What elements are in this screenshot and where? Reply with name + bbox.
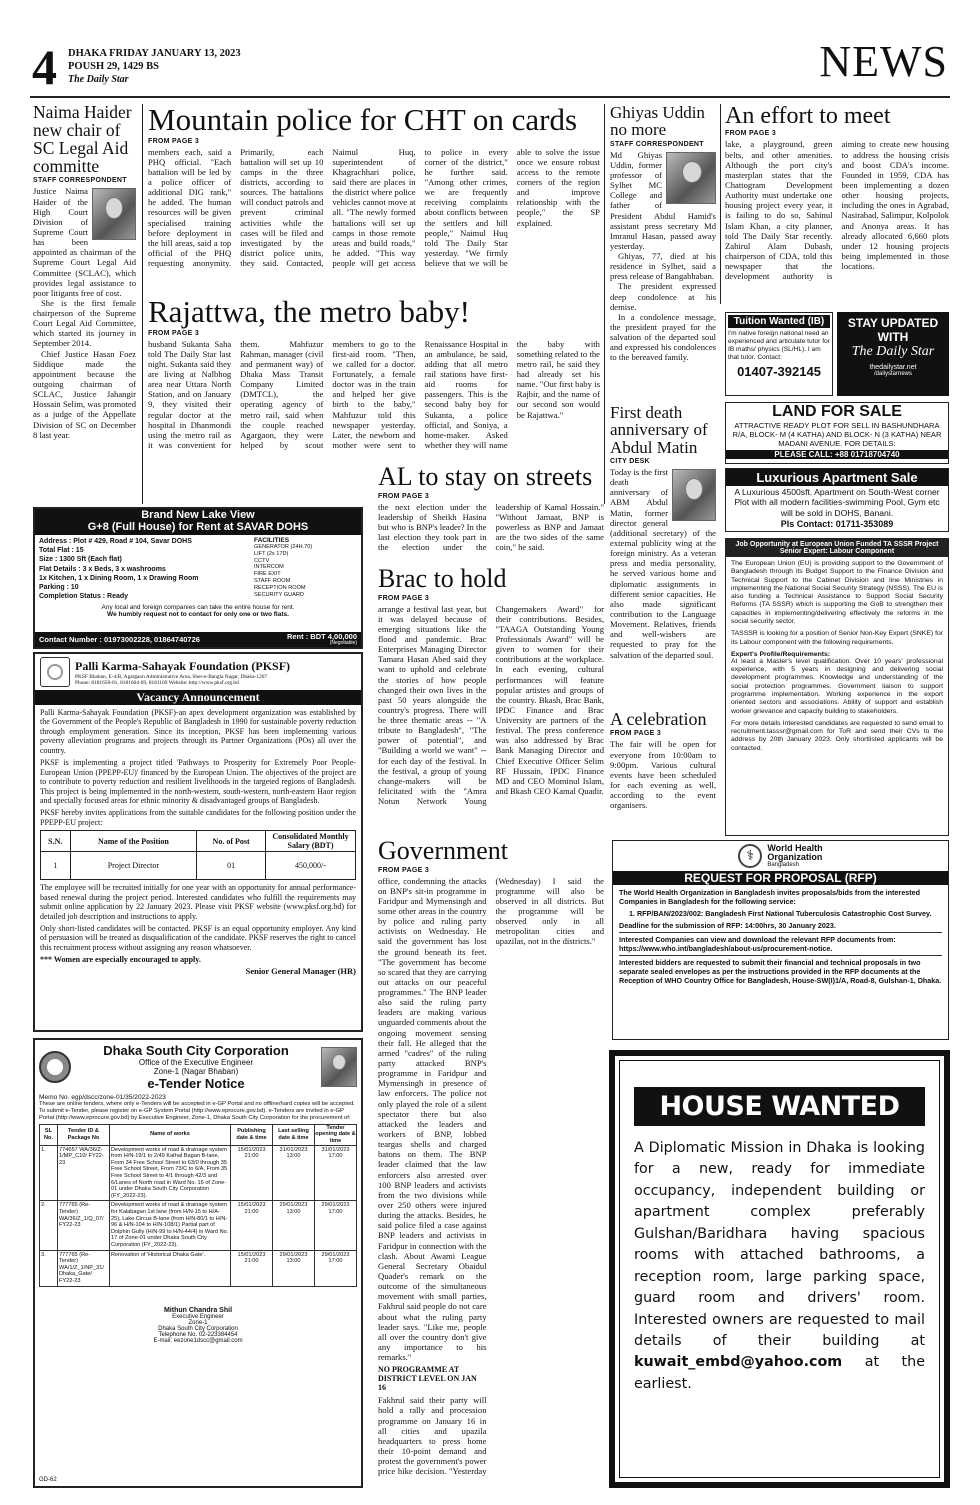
- dohs-ad: [33, 507, 363, 649]
- dscc-td: 29/01/2023 17:00: [315, 1201, 357, 1250]
- pksf-td: Project Director: [70, 852, 197, 880]
- naima-article: [33, 104, 136, 514]
- celebration-byline: FROM PAGE 3: [610, 730, 662, 738]
- house-tail: at the earliest.: [634, 1354, 925, 1392]
- land-ad: [725, 402, 949, 464]
- ta-req: At least a Master's level qualification. Over 10 years' professional experience, with 5 years in designing and delivering social development programmes. Knowledge and understanding of the social protection programmes. Government liaison to support programme implementation. Working experience in the export oriented sectors and associations. Ability of support and establish worker grievance and capacity building to stakeholders.: [731, 657, 943, 715]
- dohs-title2: G+8 (Full House) for Rent at SAVAR DOHS: [35, 521, 361, 535]
- dscc-sig-tel: Telephone No. 02-223384454: [158, 1331, 238, 1338]
- pksf-td: 450,000/-: [266, 852, 356, 880]
- dscc-td: 3.: [40, 1250, 58, 1286]
- al-article: [378, 464, 604, 564]
- dohs-note1: Any local and foreign companies can take the entire house for rent.: [101, 603, 295, 611]
- ta-title: Job Opportunity at European Union Funded TA SSSR Project: [726, 539, 948, 548]
- stay-line1: STAY UPDATED: [847, 316, 939, 330]
- gov-byline: FROM PAGE 3: [378, 866, 430, 874]
- stay-paper: The Daily Star: [851, 344, 935, 359]
- dohs-fac: INTERCOM: [254, 564, 284, 571]
- pksf-td: 01: [197, 852, 266, 880]
- lux-title: Luxurious Apartment Sale: [726, 469, 948, 486]
- al-text: the next election under the leadership of Sheikh Hasina but who is BNP's leader? In the last election they took part in the election under the leadership of Kamal Hossain." "Without Jamaat, BNP is powerless as BNP and Jamaat are the two sides of the same coin," he said.: [378, 501, 604, 553]
- dscc-td: 15/01/2023 21:00: [231, 1201, 273, 1250]
- pksf-p3: PKSF hereby invites applications from the suitable candidates for the following position under the PPEPP-EU project:: [40, 808, 356, 827]
- dscc-logo-icon: [39, 1051, 71, 1083]
- pksf-ad: [33, 652, 363, 1032]
- ghiyas-headline: Ghiyas Uddin no more: [610, 104, 705, 140]
- dscc-th: Name of works: [110, 1124, 231, 1145]
- effort-article: [725, 104, 949, 304]
- dohs-fac: FIRE EXIT: [254, 571, 281, 578]
- dohs-fac-title: FACILITIES: [254, 537, 290, 544]
- lux-ad: [725, 468, 949, 532]
- dohs-details: [39, 537, 254, 602]
- land-title: LAND FOR SALE: [772, 403, 902, 420]
- house-email[interactable]: kuwait_embd@yahoo.com: [634, 1354, 843, 1371]
- dscc-intro: These are online tenders, where only e-Tenders will be accepted in e-GP Portal and no offline/hard copies will be accepted. To submit e-Tender, please register on e-GP System Portal (http://www.eprocure.gov.bd). e-Tenders are invited in e-GP Portal (http://www.eprocure.gov.bd) by Executive Engineer, Zone-1, Dhaka South City Corporation for the procurement of:: [39, 1101, 355, 1121]
- gov-subhead: NO PROGRAMME AT DISTRICT LEVEL ON JAN 16: [378, 1365, 477, 1393]
- dohs-fac: SECURITY GUARD: [254, 591, 304, 598]
- land-call: PLEASE CALL: +88 01718704740: [726, 450, 948, 459]
- masthead: [30, 42, 950, 94]
- dateline: DHAKA FRIDAY JANUARY 13, 2023: [68, 48, 241, 59]
- who-p1: The World Health Organization in Bangladesh invites proposals/bids from the interested Companies in Bangladesh for the following service:: [619, 888, 920, 906]
- land-text: ATTRACTIVE READY PLOT FOR SELL IN BASHUNDHARA R/A, BLOCK- M (4 KATHA) AND BLOCK- N (3 KATHA) NEAR MADANI AVENUE. FOR DETAILS:: [732, 420, 942, 448]
- dscc-td: 29/01/2023 17:00: [315, 1250, 357, 1286]
- dscc-sig-zone: Zone-1: [188, 1319, 208, 1326]
- ghiyas-p4: In a condolence message, the president prayed for the salvation of the departed soul and expressed his condolences to the bereaved family.: [610, 311, 716, 363]
- pksf-p1: Palli Karma-Sahayak Foundation (PKSF)-an apex development organization was established by the Government of the People's Republic of Bangladesh in 1990 for sustainable poverty reduction through employment generation. Since its inception, PKSF has been implementing various poverty alleviation programs and projects through its Partner Organizations (POs) all over the country.: [40, 708, 356, 755]
- ta-p1: The European Union (EU) is providing support to the Government of Bangladesh through its Budget Support to the Finance Division and Technical Support to the Cabinet Division and line Ministries in implementing the National Social Security Strategy (NSSS). The EU is also funding a Technical Assistance to Support Social Security Reforms (TA SSSR) which is supporting the GoB to strengthen their capacities in implementing/delivering effectively the reforms in the social security sector.: [731, 560, 943, 625]
- dscc-footer: GD-62: [39, 1477, 57, 1483]
- pksf-table: [40, 830, 356, 880]
- dohs-row: Address : Plot # 429, Road # 104, Savar DOHS: [39, 538, 192, 545]
- celebration-article: [610, 710, 716, 836]
- dohs-facilities: [254, 537, 357, 602]
- dscc-td: 29/01/2023 13:00: [273, 1250, 315, 1286]
- dscc-td: 774657 WA/36/Z-1/MP_C10/ FY22-23: [58, 1145, 110, 1201]
- ta-req-title: Expert's Profile/Requirements:: [731, 650, 831, 658]
- pksf-p5: Only short-listed candidates will be contacted. PKSF is an equal opportunity employer. Any kind of persuasion will be treated as disqualification of the candidate. PKSF reserves the right to cancel this recruitment process without assigning any reason whatsoever.: [40, 924, 356, 952]
- ghiyas-photo: [666, 152, 716, 204]
- dscc-sig-org: Dhaka South City Corporation: [158, 1325, 238, 1332]
- dscc-office: Office of the Executive Engineer: [138, 1058, 254, 1067]
- dscc-th: Tender opening date & time: [315, 1124, 356, 1145]
- dohs-fac: LIFT (2x 17D): [254, 550, 289, 557]
- brac-article: [378, 566, 604, 836]
- house-text: A Diplomatic Mission in Dhaka is looking for a new, ready for immediate occupancy, independent building or apartment complex preferably Gulshan/Baridhara having spacious rooms with attached bathrooms, a reception room, large parking space, guard room and drivers' room. Interested owners are requested to mail details of their building at: [634, 1140, 925, 1349]
- dscc-td: Development works of road & drainage system from H/N-19/1 to 2/49 Kathal Bagan B-lane, From 34 Free School Street to 63/0 through 35 Free School Street, From 73/C to 6/A, From 35 Free School Street to 4/1 through 42/3 and 6/Lanes of North road in Ward No. 16 of Zone-01 under Dhaka South City Corporation (FY_2022-23).: [110, 1145, 231, 1201]
- lux-text: A Luxurious 4500sft. Apartment on South-West corner Plot with all modern facilities-swimming Pool, Gym etc will be sold in DOHS, Banani.: [734, 487, 940, 518]
- dohs-row: 1x Kitchen, 1 x Dining Room, 1 x Drawing Room: [39, 574, 199, 582]
- al-headline: AL to stay on streets: [378, 464, 593, 491]
- ghiyas-p1: Md Ghiyas Uddin, former professor of Sylhet MC College and father of President Abdul Hamid's assistant press secretary Md Imranul Hasan, passed away yesterday.: [610, 149, 716, 251]
- dscc-sig-name: Mithun Chandra Shil: [163, 1306, 233, 1314]
- matin-text: Today is the first death anniversary of ABM Abdul Matin, former director general (additional secretary) of the external publicity wing at the foreign ministry. As a veteran press and media personality, he served various home and diplomatic assignments in different senior capacities. He also made significant contribution to the Language Movement. Relatives, friends and well-wishers are requested to pray for the salvation of the departed soul.: [610, 466, 716, 660]
- dscc-ad: [33, 1038, 363, 1488]
- dscc-td: 29/01/2023 13:00: [273, 1201, 315, 1250]
- dscc-memo: Memo No. egp/dscc/zone-01/35/2022-2023: [39, 1094, 166, 1101]
- pksf-sign: Senior General Manager (HR): [245, 966, 356, 977]
- who-country: Bangladesh: [767, 862, 800, 868]
- dohs-rent-note: (Negotiable): [329, 639, 357, 646]
- dscc-th: SL No.: [40, 1124, 58, 1145]
- dohs-contact: Contact Number : 01973002228, 01864740726: [39, 635, 200, 644]
- dohs-row: Flat Details : 3 x Beds, 3 x washrooms: [39, 565, 166, 573]
- ta-p2: TASSSR is looking for a position of Senior Non-Key Expert (SNKE) for its Labour component with the following requirements.: [731, 630, 943, 646]
- effort-text: lake, a playground, green belts, and other amenities. Although the port city's masterplan states that the Chattogram Development Authority must undertake one housing project every year, it is failing to do so, Sahinul Islam Khan, a city planner, told The Daily Star recently. Zahirul Alam Dubash, chairperson of CDA, told this newspaper that the development authority is aiming to create new housing to address the housing crisis and boost CDA's income. Founded in 1959, CDA has been implementing a dozen other housing projects, including the ones in Agrabad, Nasirabad, Salimpur, Kolpolok and Anonya areas. It has already allocated 6,660 plots under 12 housing projects being implemented in those locations.: [725, 139, 949, 282]
- who-rfp: REQUEST FOR PROPOSAL (RFP): [613, 871, 948, 885]
- who-p2: Interested Companies can view and download the relevant RFP documents from: https://www.who.int/bangladesh/about-us/procurement-notice.: [619, 935, 942, 956]
- dscc-signature: [39, 1307, 357, 1344]
- dohs-title1: Brand New Lake View: [35, 509, 361, 521]
- naima-headline: Naima Haider new chair of SC Legal Aid committe: [33, 104, 132, 176]
- house-title: HOUSE WANTED: [634, 1087, 925, 1126]
- page-number: 4: [32, 42, 57, 94]
- mountain-text: members each, said a PHQ official. "Each battalion will be led by a police officer of additional DIG rank," he added. The human resources will be given specialised training before deployment in the hill areas, said a top official of the PHQ requesting anonymity. Primarily, each battalion will set up 10 camps in the three districts, according to sources. The battalions will conduct patrols and prevent criminal activities while the cases will be filed and investigated by the district police units, they said. Contacted, Naimul Huq, superintendent of Khagrachhari police, said there are places in the district where police vehicles cannot move at all. "The newly formed battalions will set up camps in those remote areas and build roads," he added. "This way people will get access to police in every corner of the district," he further said. "Among other crimes, we are frequently receiving complaints about conflicts between the settlers and hill people," Naimul Huq told The Daily Star yesterday. "We firmly believe that we will be able to solve the issue once we ensure robust access to the remote corners of the region and improve relationship with the people," the SP explained.: [148, 146, 600, 269]
- dscc-sig-email: E-mail: eezone1dscc@gmail.com: [153, 1337, 243, 1344]
- dohs-fac: CCTV: [254, 557, 270, 564]
- tuition-phone: 01407-392145: [737, 363, 821, 379]
- dscc-td: 31/01/2023 17:00: [315, 1145, 357, 1201]
- mountain-headline: Mountain police for CHT on cards: [148, 104, 578, 137]
- ghiyas-byline: STAFF CORRESPONDENT: [610, 140, 704, 148]
- matin-headline: First death anniversary of Abdul Matin: [610, 404, 708, 457]
- pksf-p4: The employee will be recruited initially for one year with an opportunity for annual performance-based renewal during the project period. Interested candidates who fulfill the requirements may submit online application by 22 January 2023. Please visit PKSF website (www.pksf.org.bd) for detailed job description and instructions to apply.: [40, 883, 356, 921]
- dscc-td: 15/01/2023 21:00: [231, 1145, 273, 1201]
- dscc-th: Tender ID & Package No: [58, 1124, 110, 1145]
- naima-p3: Chief Justice Hasan Foez Siddique made the appointment because the outgoing chairman of SCLAC, Justice Jahangir Hossain Selim, was promoted as a judge of the Appellate Division of SC on December 8 last year.: [33, 348, 136, 440]
- brac-byline: FROM PAGE 3: [378, 594, 430, 602]
- dohs-fac: RECEPTION ROOM: [254, 584, 306, 591]
- pksf-td: 1: [41, 852, 71, 880]
- matin-article: [610, 404, 716, 706]
- effort-byline: FROM PAGE 3: [725, 130, 777, 138]
- pksf-name: Palli Karma-Sahayak Foundation (PKSF): [75, 658, 291, 673]
- matin-photo: [672, 469, 716, 521]
- tuition-text: I'm native foreign national need an experienced and articulate tutor for IB maths/ physics (SL/HL). I am that tutor. Contact:: [728, 330, 830, 361]
- pksf-women: *** Women are especially encouraged to apply.: [40, 955, 201, 965]
- gov-headline: Government: [378, 838, 508, 865]
- stay-web: thedailystar.net: [869, 364, 917, 371]
- dscc-td: 2.: [40, 1201, 58, 1250]
- al-byline: FROM PAGE 3: [378, 492, 430, 500]
- dscc-tender: e-Tender Notice: [147, 1076, 245, 1091]
- dscc-td: 15/01/2023 21:00: [231, 1250, 273, 1286]
- pksf-th: Name of the Position: [70, 831, 197, 852]
- pksf-logo-icon: [40, 657, 70, 687]
- naima-p1: Justice Naima Haider of the High Court Division of Supreme Court has been appointed as chairman of the Supreme Court Legal Aid Committee (SCLAC), which provides legal assistance to poor litigants free of cost.: [33, 186, 136, 298]
- dscc-sig-title: Executive Engineer: [172, 1313, 224, 1320]
- dohs-row: Size : 1300 Sft (Each flat): [39, 556, 122, 564]
- dscc-th: Last selling date & time: [273, 1124, 315, 1145]
- dohs-fac: GENERATOR (24H.70): [254, 544, 313, 550]
- ghiyas-p3: The president expressed deep condolence at his demise.: [610, 281, 716, 312]
- pksf-phone: Phone: 8181658-61, 8181664-69, 8181169 Website: http://www.pksf.org.bd: [75, 679, 239, 686]
- stay-updated-ad: [837, 312, 949, 396]
- matin-byline: CITY DESK: [610, 457, 650, 465]
- dscc-td: Development works of road & drainage system for Kalabagan 1st lane (from H/N-15 to H/A-25), Lake Circus B-lane (from H/N-80/1 to H/N-96 & H/N-104 to H/N-108/1) Partial part of Dolphin Gully (H/N-99 to H/N-44/4) in Ward No. 17 of Zone-01 under Dhaka South City Corporation (FY_2022-23).: [110, 1201, 231, 1250]
- dscc-td: 777765 (Re-Tender) WA/1/Z_1/NP_31/ Dhaka_Gate/ FY22-23: [58, 1250, 110, 1286]
- celebration-text: The fair will be open for everyone from 10:00am to 9:00pm. Various cultural events have been scheduled for each evening as well, according to the event organisers.: [610, 739, 716, 811]
- rajattwa-text: husband Sukanta Saha told The Daily Star last night. Sukanta said they are living at Nalbhog area near Uttara North Station, and on January 9, they visited their regular doctor at the hospital in Dhanmondi using the metro rail as it was convenient for them. Mahfuzur Rahman, manager (civil and permanent way) of Dhaka Mass Transit Company Limited (DMTCL), the operating agency of metro rail, said when the couple reached Agargaon, they were helped by scout members to go to the first-aid room. "Then, we called for a doctor. Fortunately, a female doctor was in the train and helped her give birth to the baby," Mahfuzur told this newspaper yesterday. Later, the newborn and mother were sent to Renaissance Hospital in an ambulance, he said, adding that all metro rail stations have first-aid rooms for passengers. This is the second baby boy for Sukanta, a police official, and Soniya, a home-maker. Asked whether they will name the baby with something related to the metro rail, he said they had already set his name. "Our first baby is Rajbir, and the name of our second son would be Rajattwa.": [148, 338, 600, 451]
- dscc-title: Dhaka South City Corporation: [103, 1043, 289, 1058]
- dscc-table: [39, 1124, 357, 1287]
- dohs-rent: Rent : BDT 4,00,000: [286, 632, 357, 642]
- dscc-td: 1.: [40, 1145, 58, 1201]
- who-org2: Organization: [767, 852, 823, 862]
- dscc-th: Publishing date & time: [231, 1124, 273, 1145]
- pksf-th: S.N.: [41, 831, 71, 852]
- brac-headline: Brac to hold: [378, 566, 507, 593]
- pksf-p2: PKSF is implementing a project titled 'Pathways to Prosperity for Extremely Poor People-European Union (PPEPP-EU)' financed by the European Union. The objectives of the project are to contribute to poverty reduction and resilient livelihoods in the targeted regions of Bangladesh. This project is being implemented in the north-western, south-western, north-eastern Haor region and specially focused areas for ethnic minority & disadvantaged groups of Bangladesh.: [40, 758, 356, 805]
- naima-p2: She is the first female chairperson of the Supreme Court Legal Aid Committee, which started its journey in September 2014.: [33, 297, 136, 349]
- dscc-zone: Zone-1 (Nagar Bhaban): [153, 1067, 239, 1076]
- who-p3: Interested bidders are requested to submit their financial and technical proposals in two separate sealed envelopes as per the instructions provided in the RFP documents at the Reception of WHO Country Office for Bangladesh, House-SW(I)1/A, Road-8, Gulshan-1, Dhaka.: [619, 958, 942, 985]
- who-deadline: Deadline for the submission of RFP: 14:00hrs, 30 January 2023.: [619, 921, 942, 933]
- brac-text: arrange a festival last year, but it was delayed because of emerging situations like the flood and pandemic. Brac Enterprises Managing Director Tamara Hasan Abed said they want to uphold and celebrate the stories of how people changed their own lives in the past 50 years alongside the country's progress. There will be three thematic areas -- "A tribute to Bangladesh", "The power of potential", and "Building a world we want" -- for each day of the festival. In the festival, a group of young change-makers will be felicitated with the "Amra Notun Network Young Changemakers Award" for their contributions. Besides, "TAAGA Outstanding Young Professionals Award" will be given to women for their contributions at the workplace. In each evening, cultural performances will feature popular artistes and groups of the country. Bkash, Brac Bank, IPDC Finance and Brac University are partners of the festival. The press conference was also addressed by Brac Bank Managing Director and Chief Executive Officer Selim RF Hussain, IPDC Finance MD and CEO Mominul Islam, and Bkash CEO Kamal Quadir.: [378, 603, 604, 807]
- who-org1: World Health: [767, 843, 823, 853]
- mountain-article: [148, 104, 600, 304]
- ta-ad: [725, 538, 949, 836]
- celebration-headline: A celebration: [610, 710, 707, 729]
- mountain-byline: FROM PAGE 3: [148, 137, 200, 145]
- naima-photo: [92, 188, 136, 240]
- section-title: NEWS: [819, 42, 948, 86]
- dscc-td: Renovation of 'Historical Dhaka Gate'.: [110, 1250, 231, 1286]
- dohs-row: Total Flat : 15: [39, 547, 84, 555]
- stay-line2: WITH: [877, 330, 909, 344]
- stay-social: /dailystarnews: [873, 371, 912, 377]
- pksf-th: Consolidated Monthly Salary (BDT): [266, 831, 356, 852]
- dohs-row: Completion Status : Ready: [39, 593, 129, 601]
- tuition-ad: [725, 312, 833, 396]
- naima-byline: STAFF CORRESPONDENT: [33, 177, 127, 185]
- ghiyas-article: [610, 104, 716, 404]
- paper-name: The Daily Star: [68, 74, 129, 85]
- lux-contact: Pls Contact: 01711-353089: [780, 518, 894, 529]
- dscc-td: 31/01/2023 13:00: [273, 1145, 315, 1201]
- house-wanted-ad: [609, 1050, 950, 1488]
- rajattwa-byline: FROM PAGE 3: [148, 329, 200, 337]
- bangla-date: POUSH 29, 1429 BS: [68, 61, 160, 72]
- ta-p3: For more details Interested candidates are requested to send email to recruitment.tasssr@gmail.com for ToR and send their CVs to the address by 20th January 2023. Only shortlisted applicants will be contacted.: [731, 719, 943, 752]
- gov-article: [378, 838, 604, 1488]
- dscc-td: 777765 (Re-Tender) WA/36/Z_1/Q_07/ FY22-23: [58, 1201, 110, 1250]
- dohs-fac: STAFF ROOM: [254, 578, 291, 585]
- pksf-address: PKSF Bhaban, E-4/B, Agargaon Administrative Area, Sher-e-Bangla Nagar, Dhaka-1207: [75, 673, 268, 680]
- gov-text: office, condemning the attacks on BNP's sit-in programme in Faridpur and Mymensingh and some other areas in the country by police and ruling party activists on Wednesday. He said the government has lost the ground beneath its feet. "The government has become so scared that they are carrying out attacks on our peaceful programmes." The BNP leader also said the ruling party leaders are making various unguarded comments about the ongoing movement sensing their fall. He alleged that the armed "cadres" of the ruling party attacked BNP's programme in Faridpur and Mymensingh in presence of law enforcers. The police not only played the role of a silent spectator there but also attacked the leaders and workers of BNP, lobbed teargas shells and charged batons on them. The BNP leader claimed that the law enforcers also arrested over 100 BNP leaders and activists from the two divisions while over 250 others were injured during the attacks. Besides, he said police filed a case against BNP leaders and activists in Faridpur in connection with the clash. About Awami League General Secretary Obaidul Quader's remark on the outcome of the simultaneous movement with small parties, Fakhrul said people do not care about what the ruling party leader says. "Like me, people all over the country don't give any importance to his remarks.": [378, 875, 487, 1363]
- pksf-vacancy: Vacancy Announcement: [35, 690, 361, 705]
- effort-headline: An effort to meet: [725, 104, 891, 129]
- tuition-title: Tuition Wanted (IB): [728, 315, 830, 328]
- dohs-note2: We humbly request not to contact for only one or two flats.: [107, 610, 289, 618]
- pksf-th: No. of Post: [197, 831, 266, 852]
- ghiyas-p2: Ghiyas, 77, died at his residence in Sylhet, said a press release of Bangabhaban.: [610, 251, 716, 282]
- rajattwa-headline: Rajattwa, the metro baby!: [148, 296, 470, 329]
- gov-text2: Fakhrul said their party will hold a rally and procession programme on January 16 in all cities and upazila headquarters to press home their 10-point demand and protest the government's power price hike decision. "Yesterday (Wednesday) I said the programme will also be observed in all districts. But the programme will be observed only in all metropolitan cities and upazilas, not in the districts.": [378, 875, 604, 1477]
- ta-sub: Senior Expert: Labour Component: [726, 548, 948, 557]
- who-ad: [612, 840, 949, 1040]
- who-logo-icon: ⚕: [738, 844, 762, 868]
- dohs-row: Parking : 10: [39, 584, 79, 592]
- portrait-photo: [321, 1047, 357, 1087]
- who-item: 1. RFP/BAN/2023/002: Bangladesh First National Tuberculosis Catastrophic Cost Survey.: [629, 909, 932, 918]
